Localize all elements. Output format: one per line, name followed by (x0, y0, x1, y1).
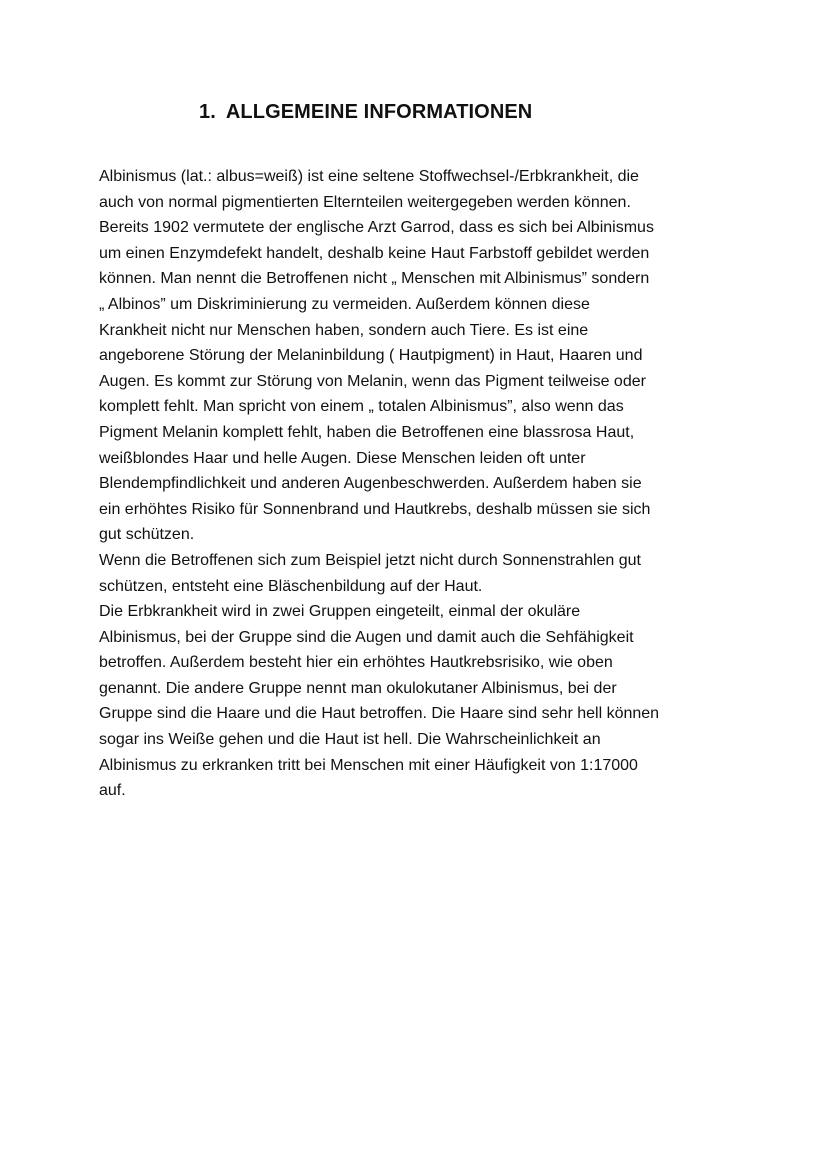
text-line: Albinismus, bei der Gruppe sind die Augen und damit auch die Sehfähigkeit (99, 628, 634, 646)
text-line: ein erhöhtes Risiko für Sonnenbrand und Hautkrebs, deshalb müssen sie sich (99, 500, 651, 518)
text-line: Albinismus (lat.: albus=weiß) ist eine seltene Stoffwechsel-/Erbkrankheit, die (99, 168, 639, 185)
text-line: Gruppe sind die Haare und die Haut betroffen. Die Haare sind sehr hell können (99, 705, 660, 723)
text-line: Die Erbkrankheit wird in zwei Gruppen eingeteilt, einmal der okuläre (99, 603, 581, 621)
text-line: „ Albinos” um Diskriminierung zu vermeiden. Außerdem können diese (99, 295, 590, 313)
section-heading (199, 101, 532, 124)
text-line: Krankheit nicht nur Menschen haben, sondern auch Tiere. Es ist eine (99, 321, 589, 339)
text-line: gut schützen. (99, 526, 195, 544)
text-line: weißblondes Haar und helle Augen. Diese Menschen leiden oft unter (99, 449, 586, 467)
text-line: genannt. Die andere Gruppe nennt man okulokutaner Albinismus, bei der (99, 679, 617, 697)
text-line: auf. (99, 782, 126, 800)
text-line: Bereits 1902 vermutete der englische Arzt Garrod, dass es sich bei Albinismus (99, 219, 654, 237)
text-line: komplett fehlt. Man spricht von einem „ totalen Albinismus”, also wenn das (99, 398, 624, 416)
text-line: sogar ins Weiße gehen und die Haut ist hell. Die Wahrscheinlichkeit an (99, 731, 601, 749)
text-line: Wenn die Betroffenen sich zum Beispiel jetzt nicht durch Sonnenstrahlen gut (99, 551, 641, 569)
section-title: ALLGEMEINE INFORMATIONEN (225, 101, 533, 123)
text-line: betroffen. Außerdem besteht hier ein erhöhtes Hautkrebsrisiko, wie oben (99, 654, 613, 672)
text-line: können. Man nennt die Betroffenen nicht „ Menschen mit Albinismus” sondern (99, 270, 650, 288)
body-paragraph (99, 164, 739, 804)
text-line: Blendempfindlichkeit und anderen Augenbeschwerden. Außerdem haben sie (99, 475, 642, 493)
text-line: angeborene Störung der Melaninbildung ( Hautpigment) in Haut, Haaren und (99, 347, 643, 365)
text-line: um einen Enzymdefekt handelt, deshalb keine Haut Farbstoff gebildet werden (99, 244, 650, 262)
text-line: Pigment Melanin komplett fehlt, haben die Betroffenen eine blassrosa Haut, (99, 423, 635, 441)
text-line: Augen. Es kommt zur Störung von Melanin, wenn das Pigment teilweise oder (99, 372, 646, 390)
section-number: 1. (199, 101, 216, 123)
text-line: auch von normal pigmentierten Elternteilen weitergegeben werden können. (99, 193, 631, 211)
text-line: schützen, entsteht eine Bläschenbildung auf der Haut. (99, 577, 483, 595)
text-line: Albinismus zu erkranken tritt bei Menschen mit einer Häufigkeit von 1:17000 (99, 756, 638, 774)
